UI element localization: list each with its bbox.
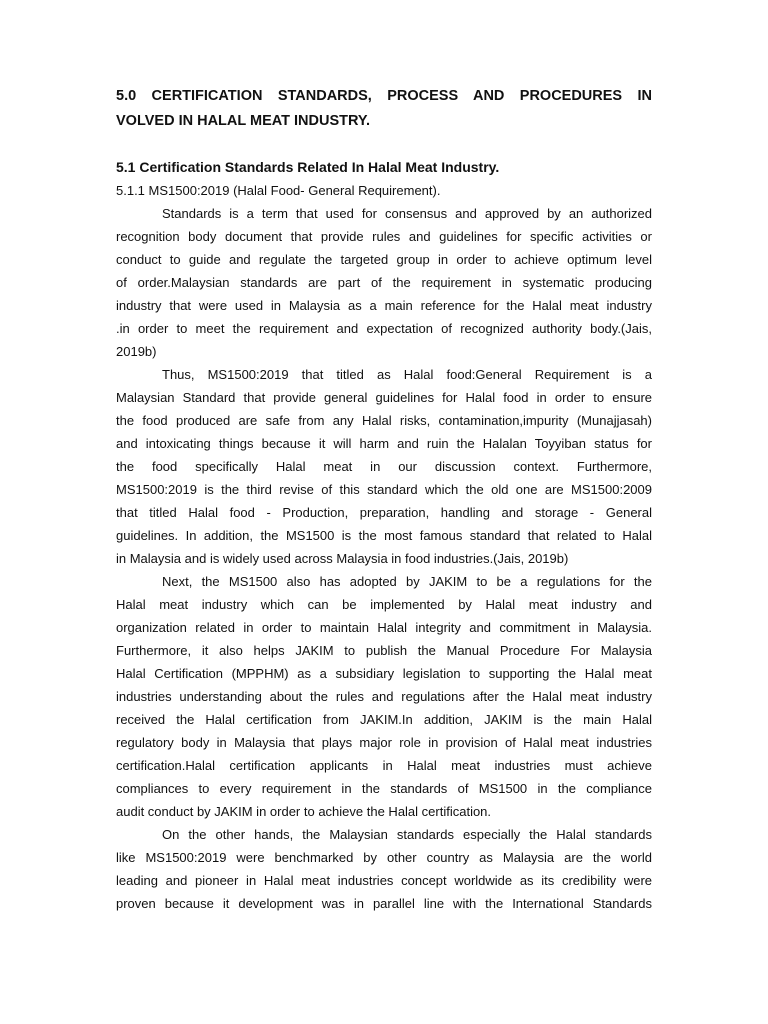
paragraph-line: in Malaysia and is widely used across Malaysia in food industries.(Jais, 2019b) xyxy=(116,551,569,566)
paragraph-line: conduct to guide and regulate the targeted group in order to achieve optimum level xyxy=(116,252,652,267)
paragraph-line: organization related in order to maintain Halal integrity and commitment in Malaysia. xyxy=(116,620,652,635)
subsubsection-heading: 5.1.1 MS1500:2019 (Halal Food- General Requirement). xyxy=(116,183,441,198)
paragraph xyxy=(116,823,652,915)
paragraph-line: leading and pioneer in Halal meat industries concept worldwide as its credibility were xyxy=(116,873,652,888)
paragraph-line: Standards is a term that used for consensus and approved by an authorized xyxy=(162,206,652,221)
paragraph-line: Furthermore, it also helps JAKIM to publish the Manual Procedure For Malaysia xyxy=(116,643,652,658)
paragraph-line: Next, the MS1500 also has adopted by JAKIM to be a regulations for the xyxy=(162,574,652,589)
paragraph-line: industries understanding about the rules and regulations after the Halal meat industry xyxy=(116,689,652,704)
paragraph-line: Halal meat industry which can be implemented by Halal meat industry and xyxy=(116,597,652,612)
body-text xyxy=(116,202,652,915)
paragraph xyxy=(116,570,652,823)
paragraph-line: and intoxicating things because it will harm and ruin the Halalan Toyyiban status for xyxy=(116,436,652,451)
paragraph-line: compliances to every requirement in the standards of MS1500 in the compliance xyxy=(116,781,652,796)
paragraph-line: regulatory body in Malaysia that plays major role in provision of Halal meat industries xyxy=(116,735,652,750)
paragraph-line: audit conduct by JAKIM in order to achieve the Halal certification. xyxy=(116,804,492,819)
paragraph-line: proven because it development was in parallel line with the International Standards xyxy=(116,896,652,911)
paragraph-line: like MS1500:2019 were benchmarked by other country as Malaysia are the world xyxy=(116,850,652,865)
subsection-heading: 5.1 Certification Standards Related In Halal Meat Industry. xyxy=(116,159,500,175)
paragraph-line: that titled Halal food - Production, preparation, handling and storage - General xyxy=(116,505,652,520)
document-page xyxy=(116,84,652,915)
paragraph-line: industry that were used in Malaysia as a main reference for the Halal meat industry xyxy=(116,298,652,313)
paragraph-line: guidelines. In addition, the MS1500 is the most famous standard that related to Halal xyxy=(116,528,652,543)
paragraph-line: Halal Certification (MPPHM) as a subsidiary legislation to supporting the Halal meat xyxy=(116,666,652,681)
paragraph-line: received the Halal certification from JAKIM.In addition, JAKIM is the main Halal xyxy=(116,712,652,727)
paragraph-line: the food produced are safe from any Halal risks, contamination,impurity (Munajjasah) xyxy=(116,413,652,428)
paragraph xyxy=(116,202,652,363)
section-heading-line: 5.0 CERTIFICATION STANDARDS, PROCESS AND PROCEDURES IN xyxy=(116,88,652,104)
paragraph xyxy=(116,363,652,570)
paragraph-line: certification.Halal certification applicants in Halal meat industries must achieve xyxy=(116,758,652,773)
section-heading-line: VOLVED IN HALAL MEAT INDUSTRY. xyxy=(116,113,371,129)
paragraph-line: 2019b) xyxy=(116,344,157,359)
paragraph-line: .in order to meet the requirement and expectation of recognized authority body.(Jais, xyxy=(116,321,652,336)
paragraph-line: of order.Malaysian standards are part of the requirement in systematic producing xyxy=(116,275,652,290)
paragraph-line: the food specifically Halal meat in our discussion context. Furthermore, xyxy=(116,459,652,474)
paragraph-line: recognition body document that provide rules and guidelines for specific activities or xyxy=(116,229,652,244)
paragraph-line: MS1500:2019 is the third revise of this standard which the old one are MS1500:2009 xyxy=(116,482,652,497)
paragraph-line: Thus, MS1500:2019 that titled as Halal food:General Requirement is a xyxy=(162,367,652,382)
paragraph-line: On the other hands, the Malaysian standards especially the Halal standards xyxy=(162,827,652,842)
paragraph-line: Malaysian Standard that provide general guidelines for Halal food in order to ensure xyxy=(116,390,652,405)
section-heading xyxy=(116,84,652,134)
